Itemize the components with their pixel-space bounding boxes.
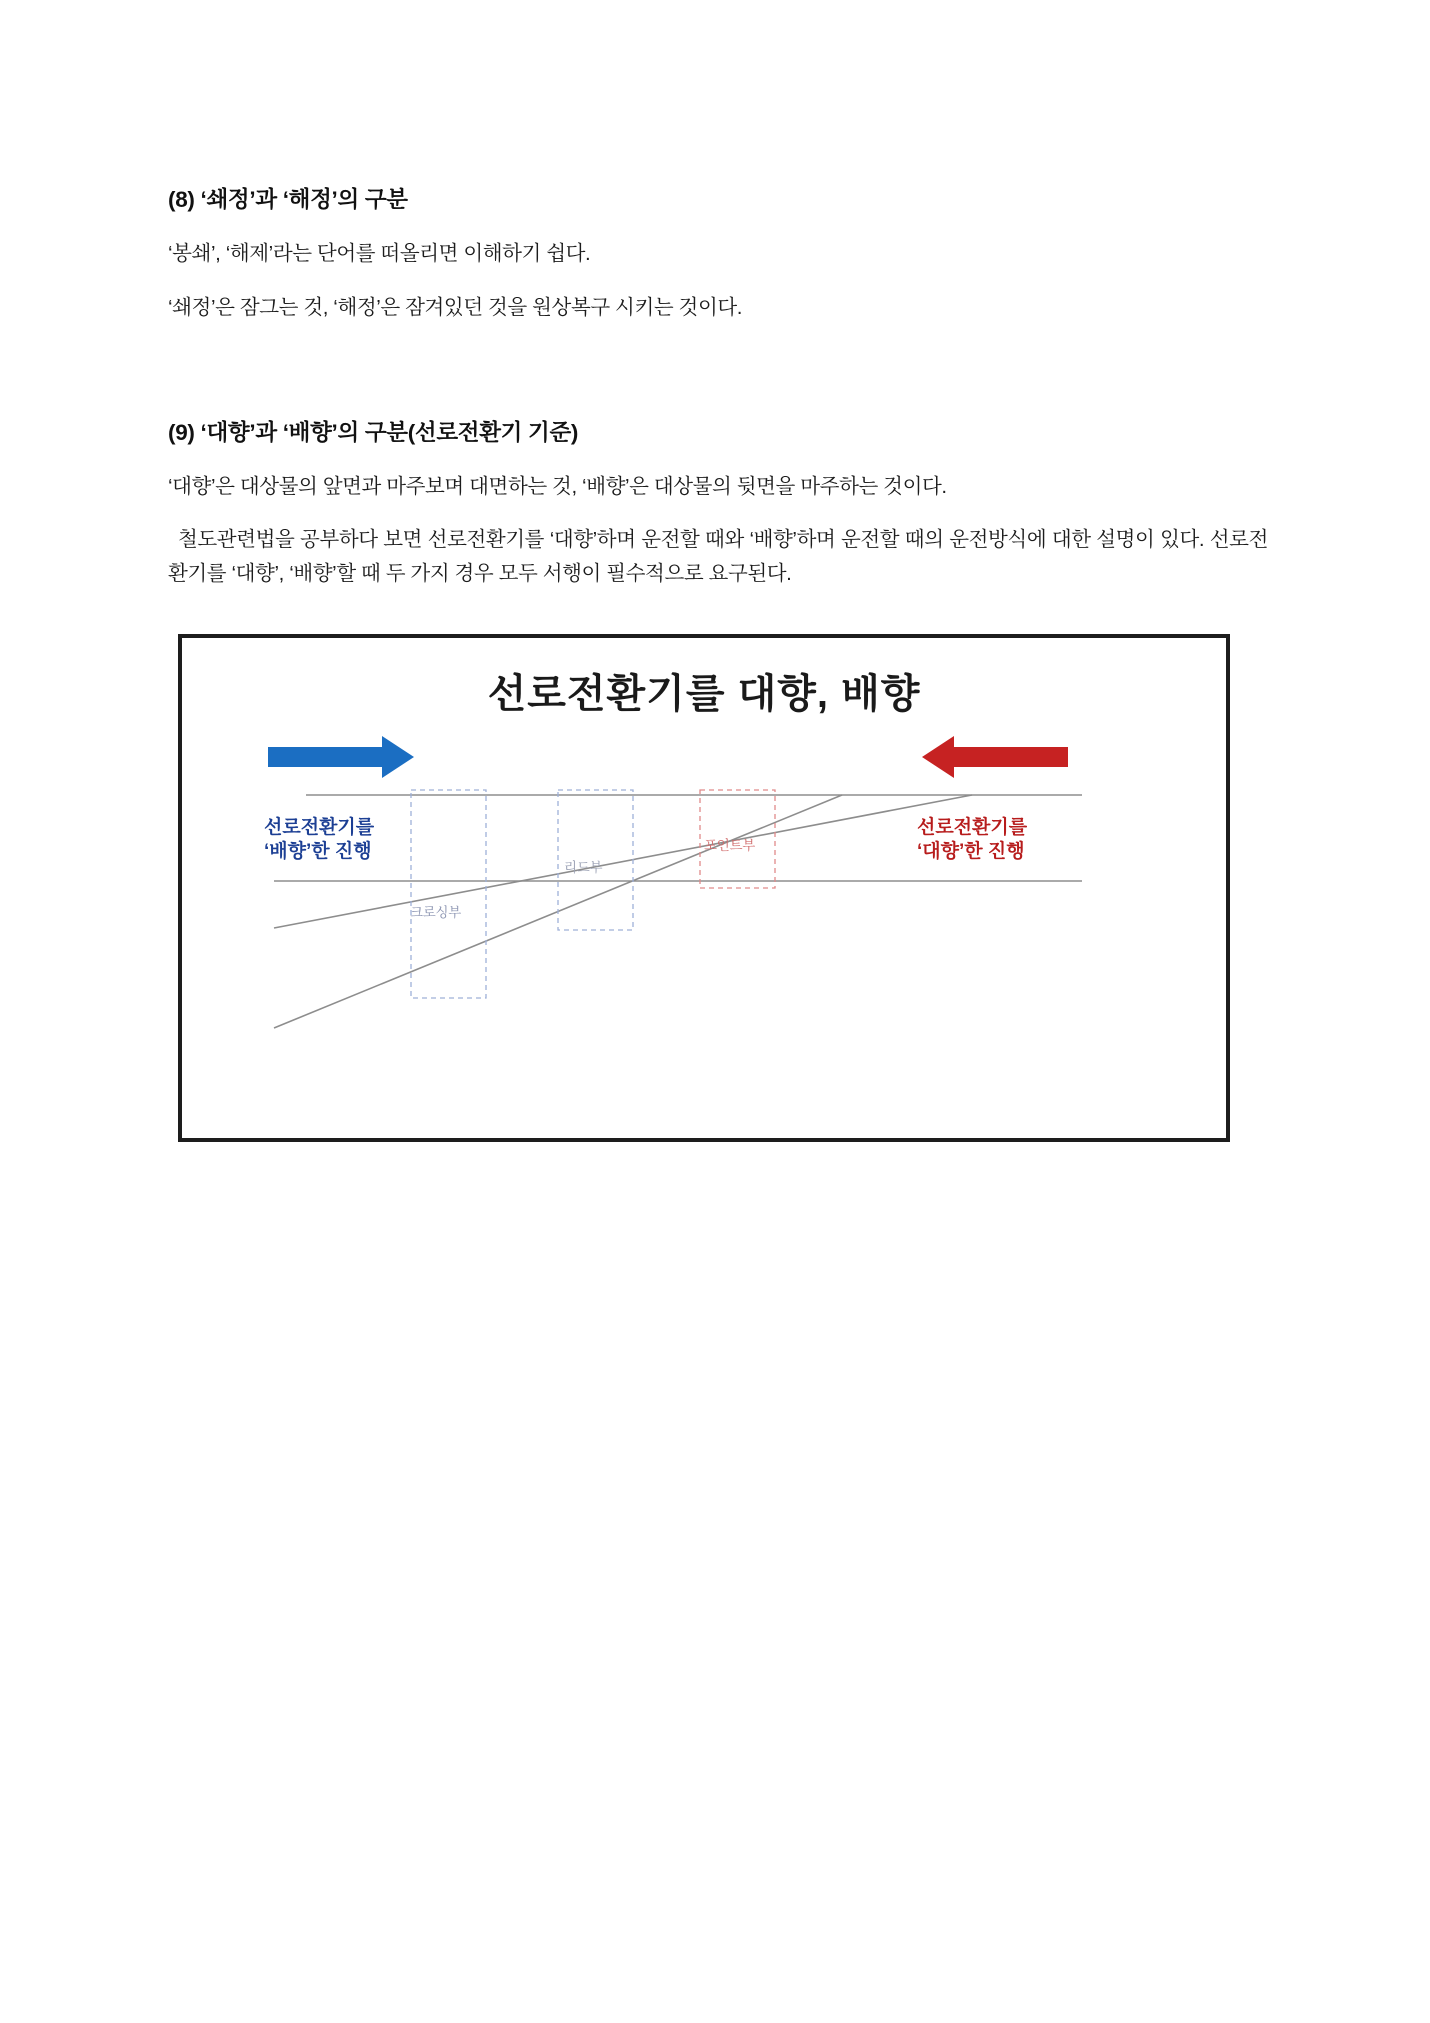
left-direction-arrow: [268, 736, 414, 778]
label-point-part: 포인트부: [704, 837, 755, 853]
left-arrow-label: [264, 816, 374, 864]
figure-turnout-direction: [178, 634, 1230, 1142]
section-8-heading: (8) ‘쇄정’과 ‘해정’의 구분: [168, 187, 408, 212]
document-content: [168, 185, 1268, 1142]
section-9-paragraph-1: ‘대향’은 대상물의 앞면과 마주보며 대면하는 것, ‘배향’은 대상물의 뒷면을 마주하는 것이다.: [168, 475, 947, 499]
right-arrow-label: [917, 816, 1027, 864]
figure-diagram: [182, 638, 1226, 1138]
section-8-paragraph-1: ‘봉쇄’, ‘해제’라는 단어를 떠올리면 이해하기 쉽다.: [168, 242, 591, 266]
right-arrow-label-line1: 선로전환기를: [917, 816, 1028, 838]
left-arrow-label-line2: ‘배향’한 진행: [264, 840, 372, 862]
label-crossing-part: 크로싱부: [410, 904, 461, 920]
right-arrow-label-line2: ‘대향’한 진행: [917, 840, 1025, 862]
figure-title: 선로전환기를 대향, 배향: [487, 671, 921, 716]
section-8: [168, 185, 1268, 324]
section-9-paragraph-2: 철도관련법을 공부하다 보면 선로전환기를 ‘대향’하며 운전할 때와 ‘배향’하며 운전할 때의 운전방식에 대한 설명이 있다. 선로전환기를 ‘대향’, ‘배향’할 때 두 가지 경우 모두 서행이 필수적으로 요구된다.: [168, 528, 1268, 585]
section-8-paragraph-2: ‘쇄정’은 잠그는 것, ‘해정’은 잠겨있던 것을 원상복구 시키는 것이다.: [168, 295, 743, 319]
label-lead-part: 리드부: [564, 859, 603, 875]
section-9-heading: (9) ‘대향’과 ‘배향’의 구분(선로전환기 기준): [168, 419, 579, 445]
right-direction-arrow: [922, 736, 1068, 778]
component-boxes: [411, 790, 775, 998]
section-spacer: [168, 344, 1268, 418]
left-arrow-label-line1: 선로전환기를: [264, 816, 375, 838]
section-9: [168, 418, 1268, 590]
